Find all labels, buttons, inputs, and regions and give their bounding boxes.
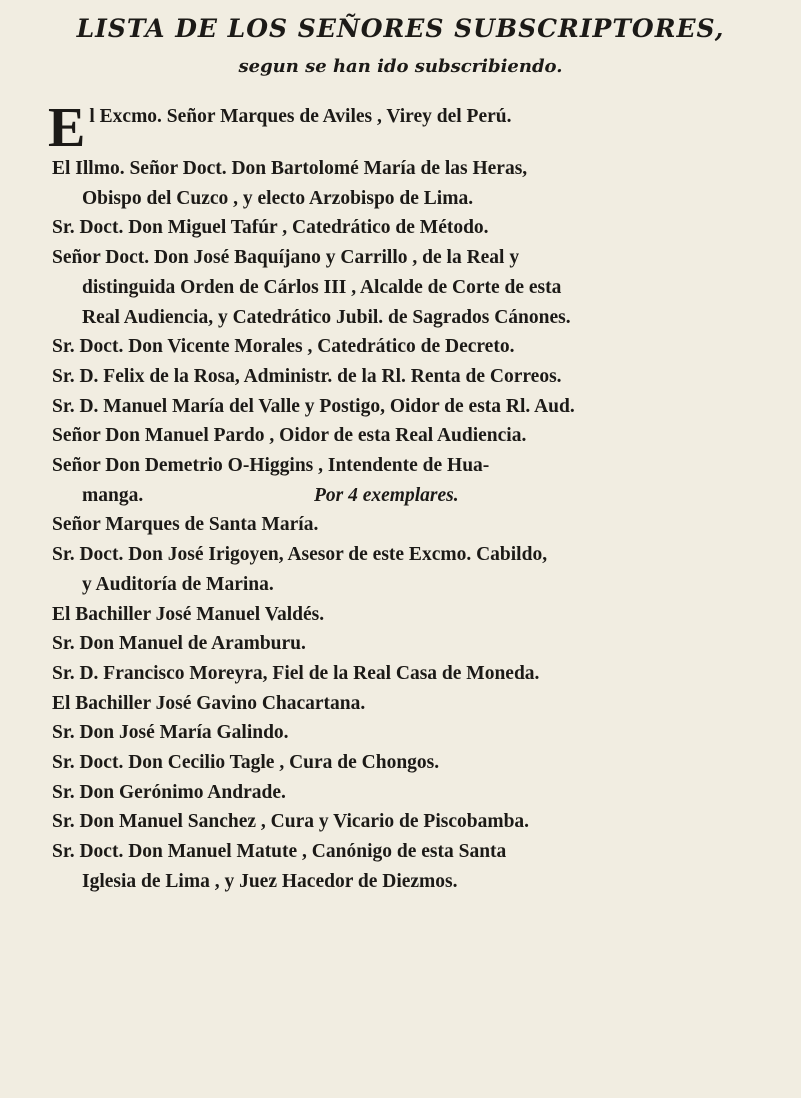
entry-line: Sr. D. Felix de la Rosa, Administr. de la Rl. Renta de Correos. <box>52 365 562 387</box>
entry-continuation: manga. <box>82 484 144 506</box>
subscriber-list <box>48 96 772 897</box>
list-item <box>52 392 772 422</box>
entry-line: Sr. Doct. Don José Irigoyen, Asesor de este Excmo. Cabildo, <box>52 544 548 566</box>
list-item <box>52 600 772 630</box>
list-item <box>52 659 772 689</box>
list-item <box>52 451 772 510</box>
entry-continuation: distinguida Orden de Cárlos III , Alcalde de Corte de esta <box>82 276 562 298</box>
list-item <box>52 362 772 392</box>
entry-line: Señor Marques de Santa María. <box>52 514 319 536</box>
list-item <box>52 421 772 451</box>
list-item <box>52 748 772 778</box>
list-item <box>52 332 772 362</box>
entry-line: Sr. Don Manuel de Aramburu. <box>52 633 306 655</box>
entry-line: Sr. D. Manuel María del Valle y Postigo, Oidor de esta Rl. Aud. <box>52 395 575 417</box>
entry-line: El Bachiller José Gavino Chacartana. <box>52 692 366 714</box>
entry-line: Sr. Doct. Don Cecilio Tagle , Cura de Chongos. <box>52 752 440 774</box>
entry-line: Sr. Don Gerónimo Andrade. <box>52 781 286 803</box>
list-item <box>52 213 772 243</box>
entry-continuation: y Auditoría de Marina. <box>82 573 274 595</box>
entry-line: Sr. Doct. Don Vicente Morales , Catedrático de Decreto. <box>52 336 515 358</box>
list-item <box>52 718 772 748</box>
entry-line: Sr. Don Manuel Sanchez , Cura y Vicario de Piscobamba. <box>52 811 530 833</box>
list-item <box>52 629 772 659</box>
list-item <box>52 689 772 719</box>
list-item <box>52 243 772 332</box>
list-title: LISTA DE LOS SEÑORES SUBSCRIPTORES, <box>76 14 725 43</box>
list-item <box>52 154 772 213</box>
drop-cap: E <box>48 97 86 159</box>
list-item <box>48 96 772 159</box>
exemplar-note: Por 4 exemplares. <box>314 484 459 506</box>
entry-line: El Illmo. Señor Doct. Don Bartolomé María de las Heras, <box>52 158 528 179</box>
entry-line: Señor Don Manuel Pardo , Oidor de esta Real Audiencia. <box>52 425 527 447</box>
entry-continuation: Real Audiencia, y Catedrático Jubil. de Sagrados Cánones. <box>82 306 571 328</box>
entry-continuation: Obispo del Cuzco , y electo Arzobispo de Lima. <box>82 187 474 209</box>
entry-continuation: Iglesia de Lima , y Juez Hacedor de Diezmos. <box>82 870 458 892</box>
list-subtitle: segun se han ido subscribiendo. <box>238 56 563 77</box>
entry-line: Sr. D. Francisco Moreyra, Fiel de la Real Casa de Moneda. <box>52 662 540 684</box>
list-item <box>52 510 772 540</box>
entry-line: Señor Doct. Don José Baquíjano y Carrillo , de la Real y <box>52 247 520 269</box>
list-item <box>52 778 772 808</box>
entry-line: Señor Don Demetrio O-Higgins , Intendente de Hua- <box>52 455 490 477</box>
entry-line: El Bachiller José Manuel Valdés. <box>52 603 325 625</box>
entry-line: Sr. Don José María Galindo. <box>52 722 289 744</box>
list-item <box>52 540 772 599</box>
list-item <box>52 837 772 896</box>
list-item <box>52 807 772 837</box>
entry-line: Sr. Doct. Don Miguel Tafúr , Catedrático de Método. <box>52 217 489 239</box>
entry-line: Sr. Doct. Don Manuel Matute , Canónigo de esta Santa <box>52 841 507 863</box>
entry-line: l Excmo. Señor Marques de Aviles , Virey del Perú. <box>89 106 512 127</box>
